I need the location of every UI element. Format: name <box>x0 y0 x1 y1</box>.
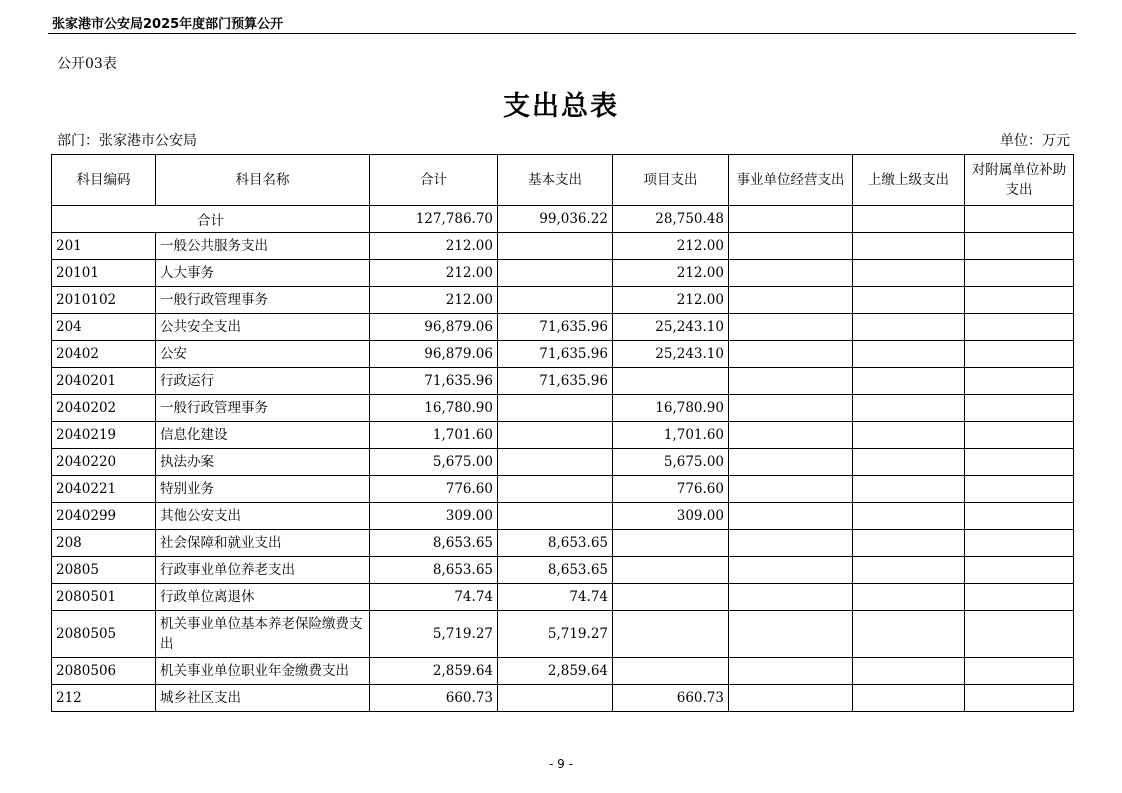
upper-cell <box>853 314 965 341</box>
column-header: 项目支出 <box>613 155 729 206</box>
table-row <box>52 557 1074 584</box>
basic-cell: 71,635.96 <box>498 341 613 368</box>
table-row <box>52 685 1074 712</box>
basic-cell: 74.74 <box>498 584 613 611</box>
upper-cell <box>853 530 965 557</box>
total-cell: 74.74 <box>370 584 498 611</box>
total-cell: 660.73 <box>370 685 498 712</box>
code-cell: 20402 <box>52 341 156 368</box>
total-cell: 1,701.60 <box>370 422 498 449</box>
total-cell: 5,719.27 <box>370 611 498 658</box>
business-cell <box>729 685 853 712</box>
business-cell <box>729 287 853 314</box>
subsidy-cell <box>965 314 1074 341</box>
business-cell <box>729 341 853 368</box>
subsidy-cell <box>965 341 1074 368</box>
code-cell: 201 <box>52 233 156 260</box>
subsidy-cell <box>965 449 1074 476</box>
table-row <box>52 584 1074 611</box>
total-cell: 5,675.00 <box>370 449 498 476</box>
name-cell: 行政单位离退休 <box>156 584 370 611</box>
upper-cell <box>853 611 965 658</box>
upper-cell <box>853 395 965 422</box>
table-number: 公开03表 <box>57 56 117 72</box>
project-cell: 25,243.10 <box>613 314 729 341</box>
project-cell: 660.73 <box>613 685 729 712</box>
table-row <box>52 658 1074 685</box>
subsidy-cell <box>965 658 1074 685</box>
subsidy-cell <box>965 422 1074 449</box>
code-cell: 2080505 <box>52 611 156 658</box>
document-title: 支出总表 <box>503 91 619 122</box>
subsidy-cell <box>965 233 1074 260</box>
project-cell <box>613 368 729 395</box>
business-cell <box>729 658 853 685</box>
table-row <box>52 476 1074 503</box>
name-cell: 人大事务 <box>156 260 370 287</box>
basic-cell <box>498 685 613 712</box>
table-row <box>52 368 1074 395</box>
basic-cell: 99,036.22 <box>498 206 613 233</box>
business-cell <box>729 503 853 530</box>
upper-cell <box>853 206 965 233</box>
project-cell: 212.00 <box>613 287 729 314</box>
business-cell <box>729 611 853 658</box>
upper-cell <box>853 685 965 712</box>
business-cell <box>729 314 853 341</box>
project-cell: 776.60 <box>613 476 729 503</box>
upper-cell <box>853 503 965 530</box>
total-cell: 71,635.96 <box>370 368 498 395</box>
table-row <box>52 449 1074 476</box>
upper-cell <box>853 584 965 611</box>
project-cell <box>613 557 729 584</box>
subsidy-cell <box>965 584 1074 611</box>
table-row <box>52 287 1074 314</box>
code-cell: 212 <box>52 685 156 712</box>
project-cell <box>613 530 729 557</box>
subsidy-cell <box>965 503 1074 530</box>
name-cell: 其他公安支出 <box>156 503 370 530</box>
table-row <box>52 233 1074 260</box>
total-cell: 96,879.06 <box>370 341 498 368</box>
upper-cell <box>853 233 965 260</box>
column-header: 对附属单位补助支出 <box>965 155 1074 206</box>
code-cell: 2080501 <box>52 584 156 611</box>
project-cell: 212.00 <box>613 260 729 287</box>
basic-cell: 71,635.96 <box>498 368 613 395</box>
basic-cell: 2,859.64 <box>498 658 613 685</box>
subsidy-cell <box>965 685 1074 712</box>
name-cell: 行政事业单位养老支出 <box>156 557 370 584</box>
total-cell: 96,879.06 <box>370 314 498 341</box>
project-cell <box>613 584 729 611</box>
total-cell: 8,653.65 <box>370 557 498 584</box>
code-cell: 20805 <box>52 557 156 584</box>
basic-cell <box>498 476 613 503</box>
project-cell: 212.00 <box>613 233 729 260</box>
basic-cell: 8,653.65 <box>498 530 613 557</box>
business-cell <box>729 422 853 449</box>
upper-cell <box>853 422 965 449</box>
column-header: 基本支出 <box>498 155 613 206</box>
total-cell: 16,780.90 <box>370 395 498 422</box>
basic-cell <box>498 260 613 287</box>
name-cell: 机关事业单位基本养老保险缴费支出 <box>156 611 370 658</box>
business-cell <box>729 557 853 584</box>
code-cell: 204 <box>52 314 156 341</box>
business-cell <box>729 449 853 476</box>
name-cell: 一般公共服务支出 <box>156 233 370 260</box>
subsidy-cell <box>965 476 1074 503</box>
running-header: 张家港市公安局2025年度部门预算公开 <box>52 17 284 32</box>
business-cell <box>729 260 853 287</box>
subsidy-cell <box>965 530 1074 557</box>
expenditure-table <box>51 154 1074 712</box>
column-header: 科目编码 <box>52 155 156 206</box>
subsidy-cell <box>965 557 1074 584</box>
basic-cell <box>498 287 613 314</box>
unit-label: 单位：万元 <box>1000 133 1070 149</box>
column-header: 事业单位经营支出 <box>729 155 853 206</box>
name-cell: 行政运行 <box>156 368 370 395</box>
subsidy-cell <box>965 287 1074 314</box>
business-cell <box>729 530 853 557</box>
subsidy-cell <box>965 206 1074 233</box>
total-cell: 8,653.65 <box>370 530 498 557</box>
table-row <box>52 422 1074 449</box>
basic-cell <box>498 449 613 476</box>
name-cell: 社会保障和就业支出 <box>156 530 370 557</box>
basic-cell: 5,719.27 <box>498 611 613 658</box>
business-cell <box>729 476 853 503</box>
upper-cell <box>853 476 965 503</box>
project-cell: 28,750.48 <box>613 206 729 233</box>
table-row <box>52 530 1074 557</box>
project-cell: 25,243.10 <box>613 341 729 368</box>
code-cell: 2040220 <box>52 449 156 476</box>
project-cell: 1,701.60 <box>613 422 729 449</box>
business-cell <box>729 584 853 611</box>
page-number: - 9 - <box>549 757 573 771</box>
basic-cell: 8,653.65 <box>498 557 613 584</box>
total-cell: 309.00 <box>370 503 498 530</box>
name-cell: 一般行政管理事务 <box>156 395 370 422</box>
name-cell: 特别业务 <box>156 476 370 503</box>
name-cell: 机关事业单位职业年金缴费支出 <box>156 658 370 685</box>
name-cell: 执法办案 <box>156 449 370 476</box>
total-cell: 776.60 <box>370 476 498 503</box>
total-cell: 2,859.64 <box>370 658 498 685</box>
column-header: 上缴上级支出 <box>853 155 965 206</box>
upper-cell <box>853 260 965 287</box>
business-cell <box>729 395 853 422</box>
table-header-row <box>52 155 1074 206</box>
upper-cell <box>853 287 965 314</box>
column-header: 合计 <box>370 155 498 206</box>
business-cell <box>729 206 853 233</box>
header-rule <box>48 33 1076 34</box>
business-cell <box>729 368 853 395</box>
subsidy-cell <box>965 611 1074 658</box>
total-cell: 127,786.70 <box>370 206 498 233</box>
upper-cell <box>853 449 965 476</box>
project-cell: 309.00 <box>613 503 729 530</box>
subsidy-cell <box>965 368 1074 395</box>
table-row <box>52 503 1074 530</box>
project-cell: 5,675.00 <box>613 449 729 476</box>
total-cell: 212.00 <box>370 233 498 260</box>
basic-cell <box>498 233 613 260</box>
basic-cell: 71,635.96 <box>498 314 613 341</box>
project-cell: 16,780.90 <box>613 395 729 422</box>
basic-cell <box>498 503 613 530</box>
business-cell <box>729 233 853 260</box>
code-cell: 2040221 <box>52 476 156 503</box>
project-cell <box>613 658 729 685</box>
table-row <box>52 395 1074 422</box>
name-cell: 公安 <box>156 341 370 368</box>
total-label: 合计 <box>52 206 370 233</box>
code-cell: 2040299 <box>52 503 156 530</box>
code-cell: 2080506 <box>52 658 156 685</box>
upper-cell <box>853 368 965 395</box>
name-cell: 信息化建设 <box>156 422 370 449</box>
total-cell: 212.00 <box>370 287 498 314</box>
upper-cell <box>853 658 965 685</box>
total-cell: 212.00 <box>370 260 498 287</box>
code-cell: 2040202 <box>52 395 156 422</box>
subsidy-cell <box>965 260 1074 287</box>
code-cell: 2010102 <box>52 287 156 314</box>
column-header: 科目名称 <box>156 155 370 206</box>
project-cell <box>613 611 729 658</box>
code-cell: 208 <box>52 530 156 557</box>
upper-cell <box>853 341 965 368</box>
basic-cell <box>498 395 613 422</box>
total-row <box>52 206 1074 233</box>
table-row <box>52 341 1074 368</box>
code-cell: 2040219 <box>52 422 156 449</box>
subsidy-cell <box>965 395 1074 422</box>
basic-cell <box>498 422 613 449</box>
name-cell: 城乡社区支出 <box>156 685 370 712</box>
name-cell: 一般行政管理事务 <box>156 287 370 314</box>
department-label: 部门：张家港市公安局 <box>57 133 197 149</box>
name-cell: 公共安全支出 <box>156 314 370 341</box>
upper-cell <box>853 557 965 584</box>
table-row <box>52 314 1074 341</box>
table-row <box>52 611 1074 658</box>
table-row <box>52 260 1074 287</box>
code-cell: 20101 <box>52 260 156 287</box>
code-cell: 2040201 <box>52 368 156 395</box>
